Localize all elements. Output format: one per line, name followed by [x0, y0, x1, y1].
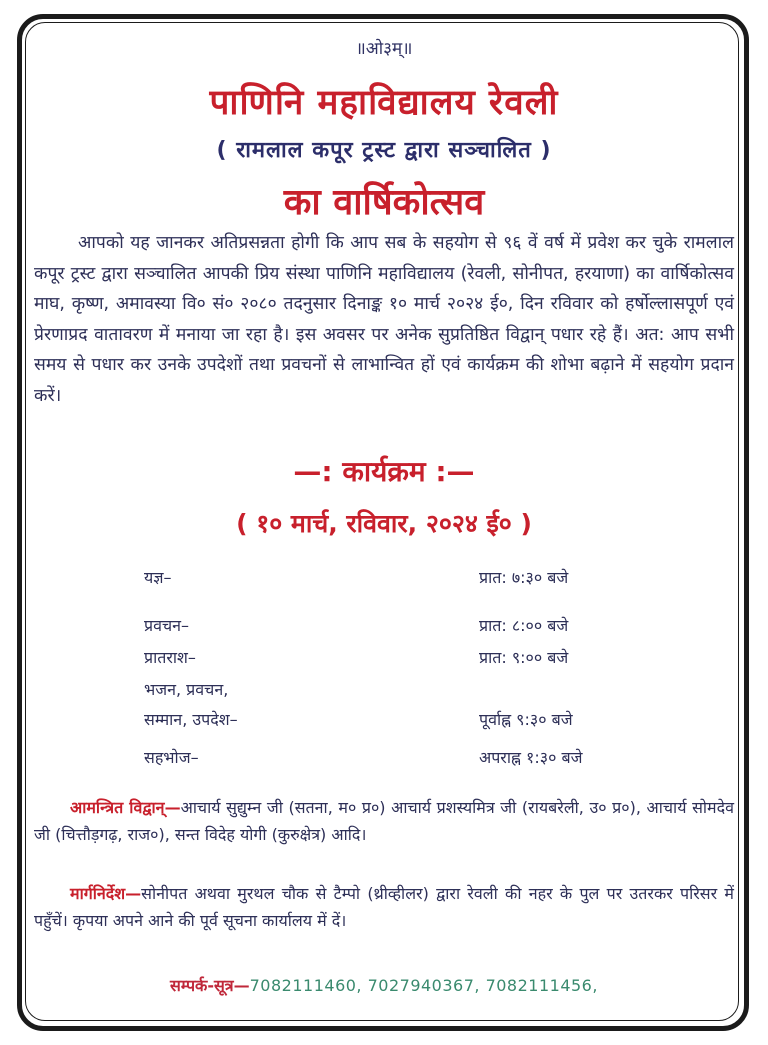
program-heading: —: कार्यक्रम :—: [293, 455, 475, 488]
event-title: का वार्षिकोत्सव: [283, 182, 485, 223]
contact-phones: 7082111460, 7027940367, 7082111456,: [249, 976, 598, 995]
invocation: ॥ओ३म्॥: [355, 39, 413, 59]
schedule-row: [144, 708, 644, 732]
schedule-item-label: सहभोज–: [144, 748, 199, 767]
schedule-item-label: यज्ञ–: [144, 568, 172, 587]
schedule-item-label: प्रातराश–: [144, 648, 196, 667]
invited-scholars-label: आमन्त्रित विद्वान्—: [70, 798, 181, 817]
institution-title: पाणिनि महाविद्यालय रेवली: [209, 83, 559, 123]
directions: [34, 880, 734, 934]
schedule-row: [144, 566, 644, 590]
directions-label: मार्गनिर्देश—: [70, 884, 142, 903]
schedule-row: [144, 614, 644, 638]
schedule-row: [144, 746, 644, 770]
schedule-item-label: भजन, प्रवचन,: [144, 680, 229, 699]
program-date: ( १० मार्च, रविवार, २०२४ ई० ): [236, 509, 532, 538]
intro-paragraph: आपको यह जानकर अतिप्रसन्नता होगी कि आप सब के सहयोग से ९६ वें वर्ष में प्रवेश कर चुके रामलाल कपूर ट्रस्ट द्वारा सञ्चालित आपकी प्रिय संस्था पाणिनि महाविद्यालय (रेवली, सोनीपत, हरयाणा) का वार्षिकोत्सव माघ, कृष्ण, अमावस्या वि० सं० २०८० तदनुसार दिनाङ्क १० मार्च २०२४ ई०, दिन रविवार को हर्षोल्लासपूर्ण एवं प्रेरणाप्रद वातावरण में मनाया जा रहा है। इस अवसर पर अनेक सुप्रतिष्ठित विद्वान् पधार रहे हैं। अत: आप सभी समय से पधार कर उनके उपदेशों तथा प्रवचनों से लाभान्वित हों एवं कार्यक्रम की शोभा बढ़ाने में सहयोग प्रदान करें।: [34, 233, 735, 406]
schedule-item-time: पूर्वाह्न ९:३० बजे: [479, 710, 573, 729]
invited-scholars: [34, 794, 734, 848]
schedule-item-time: प्रात: ७:३० बजे: [479, 568, 569, 587]
schedule-item-label: सम्मान, उपदेश–: [144, 710, 238, 729]
schedule-row: [144, 678, 644, 702]
invited-scholars-text: आचार्य सुद्युम्न जी (सतना, म० प्र०) आचार्य प्रशस्यमित्र जी (रायबरेली, उ० प्र०), आचार्य सोमदेव जी (चित्तौड़गढ़, राज०), सन्त विदेह योगी (कुरुक्षेत्र) आदि।: [34, 798, 734, 844]
schedule-item-label: प्रवचन–: [144, 616, 190, 635]
contact-info: [34, 974, 734, 996]
contact-label: सम्पर्क-सूत्र—: [170, 976, 250, 995]
schedule-item-time: प्रात: ८:०० बजे: [479, 616, 569, 635]
schedule-item-time: प्रात: ९:०० बजे: [479, 648, 569, 667]
trust-subtitle: ( रामलाल कपूर ट्रस्ट द्वारा सञ्चालित ): [216, 138, 552, 163]
directions-text: सोनीपत अथवा मुरथल चौक से टैम्पो (थ्रीव्हीलर) द्वारा रेवली की नहर के पुल पर उतरकर परिसर में पहुँचें। कृपया अपने आने की पूर्व सूचना कार्यालय में दें।: [34, 884, 734, 930]
schedule-row: [144, 646, 644, 670]
schedule-item-time: अपराह्न १:३० बजे: [479, 748, 583, 767]
